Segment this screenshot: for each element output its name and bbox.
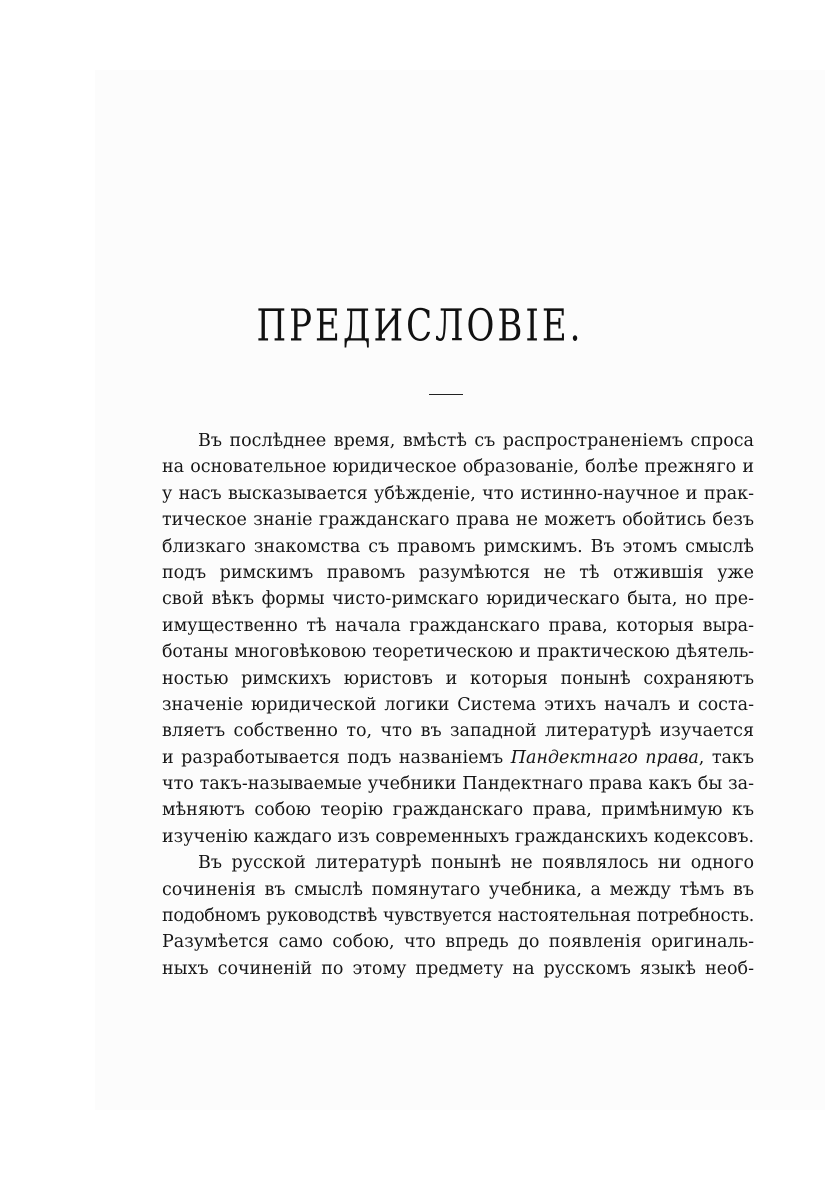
text-line: ныхъ сочиненiй по этому предмету на русскомъ языкѣ необ- — [162, 958, 754, 979]
text-line: свой вѣкъ формы чисто-римскаго юридическаго быта, но пре- — [162, 589, 754, 610]
text-line: изученiю каждаго изъ современныхъ гражданскихъ кодексовъ. — [162, 826, 754, 847]
text-line: подъ римскимъ правомъ разумѣются не тѣ отжившiя уже — [162, 562, 754, 583]
text-segment: и разработывается подъ названiемъ — [162, 747, 511, 768]
text-line: близкаго знакомства съ правомъ римскимъ. Въ этомъ смыслѣ — [162, 536, 754, 557]
text-line: у насъ высказывается убѣжденiе, что истинно-научное и прак- — [162, 483, 754, 504]
text-line: мѣняютъ собою теорiю гражданскаго права, примѣнимую къ — [162, 800, 754, 821]
text-line: ботаны многовѣковою теоретическою и практическою дѣятель- — [162, 642, 754, 663]
body-text — [162, 428, 754, 982]
text-line: подобномъ руководствѣ чувствуется настоятельная потребность. — [162, 906, 754, 927]
text-line: Въ послѣднее время, вмѣстѣ съ распространенiемъ спроса — [198, 431, 754, 451]
text-line: на основательное юридическое образованiе, болѣе прежняго и — [162, 457, 754, 478]
text-line: имущественно тѣ начала гражданскаго права, которыя выра- — [162, 615, 754, 636]
text-line: значенiе юридической логики Система этихъ началъ и соста- — [162, 694, 754, 715]
text-line: Разумѣется само собою, что впредь до появленiя оригиналь- — [162, 932, 754, 953]
text-line: что такъ-называемые учебники Пандектнаго права какъ бы за- — [162, 774, 754, 795]
text-line: вляетъ собственно то, что въ западной литературѣ изучается — [162, 721, 754, 742]
text-line-with-italic — [162, 745, 754, 771]
italic-term: Пандектнаго права — [510, 747, 699, 768]
text-segment: , такъ — [698, 747, 754, 768]
title-divider — [429, 394, 463, 395]
text-line: ностью римскихъ юристовъ и которыя понынѣ сохраняютъ — [162, 668, 754, 689]
text-line: сочиненiя въ смыслѣ помянутаго учебника, а между тѣмъ въ — [162, 879, 754, 900]
text-line: Въ русской литературѣ понынѣ не появлялось ни одного — [198, 853, 754, 874]
page-title: ПРЕДИСЛОВIЕ. — [256, 300, 584, 352]
text-line: тическое знанiе гражданскаго права не можетъ обойтись безъ — [162, 510, 754, 531]
